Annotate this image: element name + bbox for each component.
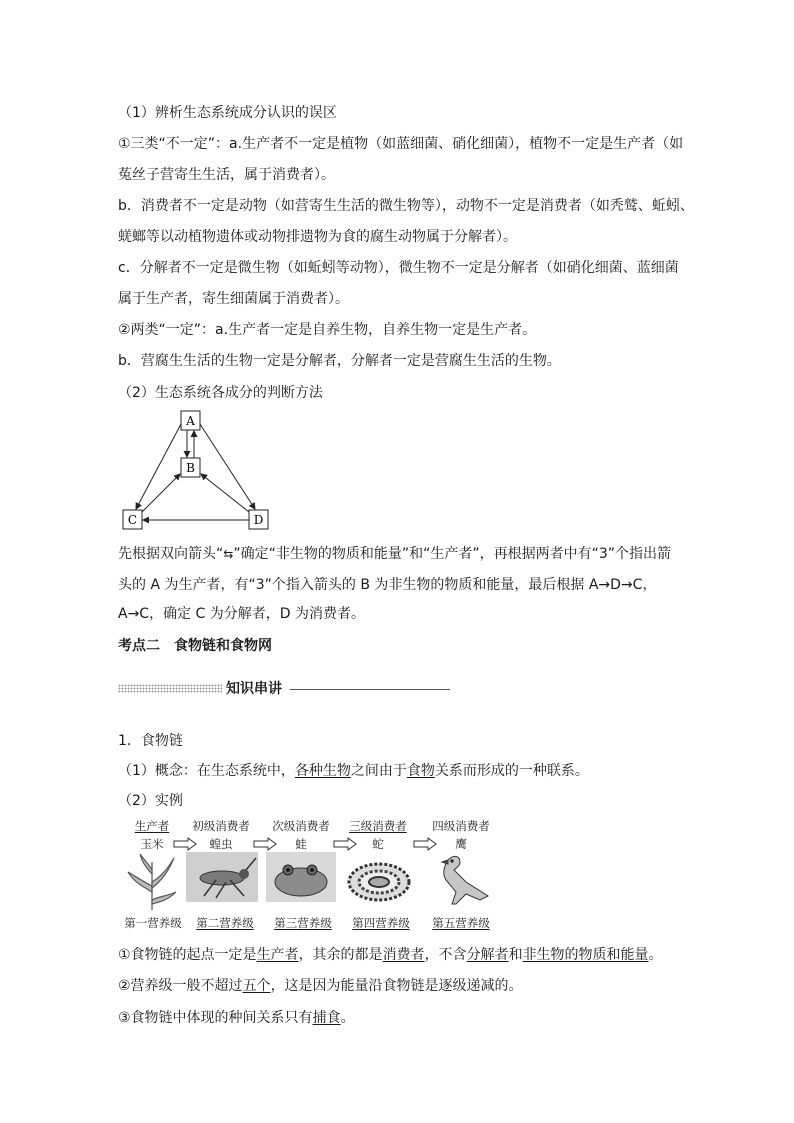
paragraph-line: 蜣螂等以动植物遗体或动物排遗物为食的腐生动物属于分解者）。	[118, 229, 517, 245]
section-heading-1: （1）辨析生态系统成分认识的误区	[118, 105, 337, 121]
trophic-level-label: 第四营养级	[352, 916, 410, 930]
organism-label: 鹰	[455, 837, 467, 851]
role-label: 次级消费者	[272, 819, 330, 833]
hollow-arrow-icon	[174, 838, 196, 850]
hollow-arrow-icon	[254, 838, 276, 850]
organism-label: 蛙	[295, 837, 307, 851]
eagle-icon	[426, 852, 496, 910]
trophic-level-label: 第一营养级	[124, 916, 182, 930]
organism-label: 蛇	[372, 837, 384, 851]
role-label: 三级消费者	[349, 819, 407, 833]
kaodian-heading: 考点二 食物链和食物网	[118, 638, 272, 654]
organism-label: 玉米	[140, 837, 164, 851]
foodchain-example-heading: （2）实例	[118, 793, 183, 809]
explain-line: 先根据双向箭头“⇆”确定“非生物的物质和能量”和“生产者”，再根据两者中有“3”个指出箭	[118, 546, 672, 562]
frog-icon	[266, 852, 336, 902]
arrow-c-to-b	[142, 474, 180, 512]
ecosystem-diagram	[118, 406, 278, 532]
role-label: 生产者	[134, 819, 170, 833]
node-label-c: C	[127, 513, 138, 527]
role-label: 初级消费者	[192, 819, 250, 833]
paragraph-line: b．消费者不一定是动物（如营寄生生活的微生物等），动物不一定是消费者（如秃鹫、蚯蚓、	[118, 198, 694, 214]
arrow-a-to-c	[136, 424, 181, 509]
trophic-level-label: 第五营养级	[432, 916, 490, 930]
note-line-3: ③食物链中体现的种间关系只有捕食。	[118, 1010, 355, 1026]
paragraph-line: ①三类“不一定”：a.生产者不一定是植物（如蓝细菌、硝化细菌），植物不一定是生产者（如	[118, 136, 684, 152]
node-label-d: D	[253, 513, 264, 527]
section-bar-rule	[290, 689, 450, 690]
paragraph-line: 属于生产者，寄生细菌属于消费者）。	[118, 291, 349, 307]
paragraph-line: b．营腐生生活的生物一定是分解者，分解者一定是营腐生生活的生物。	[118, 353, 561, 369]
organism-label: 蝗虫	[209, 837, 233, 851]
role-label: 四级消费者	[432, 819, 490, 833]
node-label-b: B	[186, 461, 195, 475]
explain-line: 头的 A 为生产者，有“3”个指入箭头的 B 为非生物的物质和能量，最后根据 A→D→C，	[118, 577, 657, 593]
paragraph-line: ②两类“一定”：a.生产者一定是自养生物，自养生物一定是生产者。	[118, 322, 537, 338]
section-bar-dots	[118, 684, 222, 693]
hollow-arrow-icon	[334, 838, 356, 850]
section-bar-label: 知识串讲	[226, 681, 282, 697]
section-bar	[118, 679, 453, 699]
paragraph-line: 菟丝子营寄生生活，属于消费者）。	[118, 167, 335, 183]
locust-icon	[186, 852, 258, 902]
chain-arrows	[118, 834, 518, 854]
snake-icon	[346, 852, 412, 904]
arrow-a-to-d	[200, 424, 255, 509]
foodchain-title: 1．食物链	[118, 733, 183, 749]
corn-plant-icon	[124, 852, 180, 910]
arrow-d-to-b	[201, 474, 249, 512]
trophic-level-label: 第三营养级	[274, 916, 332, 930]
explain-line: A→C，确定 C 为分解者，D 为消费者。	[118, 606, 365, 622]
trophic-level-label: 第二营养级	[196, 916, 254, 930]
paragraph-line: c．分解者不一定是微生物（如蚯蚓等动物），微生物不一定是分解者（如硝化细菌、蓝细菌	[118, 260, 679, 276]
note-line-1: ①食物链的起点一定是生产者，其余的都是消费者，不含分解者和非生物的物质和能量。	[118, 947, 663, 963]
hollow-arrow-icon	[414, 838, 436, 850]
foodchain-concept: （1）概念：在生态系统中，各种生物之间由于食物关系而形成的一种联系。	[118, 763, 589, 779]
node-label-a: A	[186, 414, 195, 428]
section-heading-2: （2）生态系统各成分的判断方法	[118, 385, 323, 401]
note-line-2: ②营养级一般不超过五个，这是因为能量沿食物链是逐级递减的。	[118, 978, 523, 994]
bidirectional-arrow-symbol: ⇆	[223, 547, 234, 561]
